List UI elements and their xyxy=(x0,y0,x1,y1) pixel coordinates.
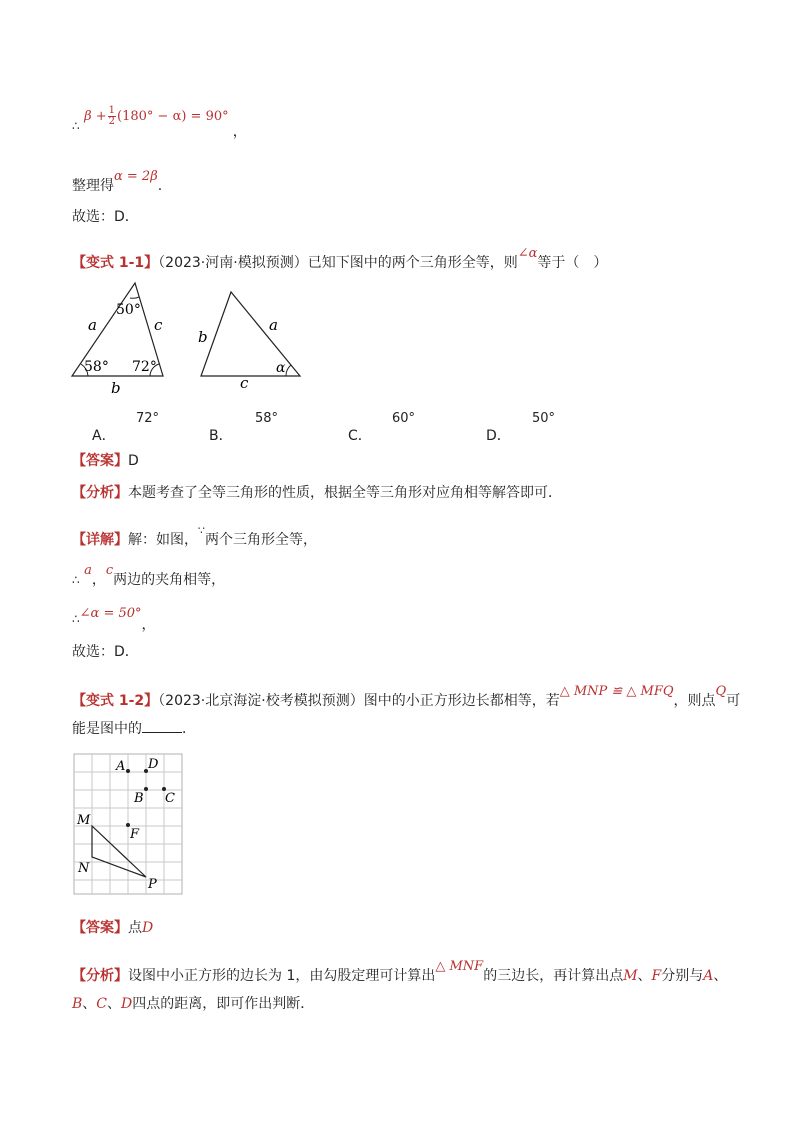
tri1-angle-left: 58° xyxy=(84,359,109,375)
detail-tag: 【详解】 xyxy=(72,532,128,548)
sep-1: 、 xyxy=(637,968,652,984)
symbol-separator: ， xyxy=(91,572,106,588)
label-p: P xyxy=(148,877,157,892)
analysis-2-text-c: 分别与 xyxy=(661,968,704,984)
option-b-value: 58° xyxy=(255,411,279,426)
point-b-dot xyxy=(144,787,148,791)
tri1-angle-top: 50° xyxy=(116,302,141,318)
answer-blank xyxy=(142,718,182,733)
analysis-tag: 【分析】 xyxy=(72,485,128,501)
sep-2: 、 xyxy=(713,968,728,984)
tri2-angle-alpha: α xyxy=(276,360,286,376)
symbol-c: c xyxy=(105,563,114,578)
fraction-numerator: 1 xyxy=(108,105,116,116)
point-q: Q xyxy=(715,684,727,699)
analysis-2-tag: 【分析】 xyxy=(72,968,128,984)
congruence-expression: △ MNP ≌ △ MFQ xyxy=(559,684,674,699)
option-d-value: 50° xyxy=(532,411,556,426)
fraction-denominator: 2 xyxy=(108,116,116,127)
question-2-line2: 能是图中的 xyxy=(72,721,142,737)
label-d: D xyxy=(148,757,159,772)
option-a[interactable] xyxy=(92,411,160,445)
analysis-2-text-a: 设图中小正方形的边长为 1，由勾股定理可计算出 xyxy=(128,968,436,984)
question-2-line2-end: ． xyxy=(182,721,196,737)
sep-4: 、 xyxy=(107,996,122,1012)
tri1-side-c: c xyxy=(154,316,163,334)
option-c-letter: C． xyxy=(348,428,372,444)
tri2-side-c: c xyxy=(240,374,249,392)
pt-a: A xyxy=(703,968,714,984)
option-a-letter: A． xyxy=(92,428,116,444)
pt-f: F xyxy=(651,968,662,984)
tri2-side-a: a xyxy=(269,316,278,334)
tri2-side-b: b xyxy=(198,328,208,346)
trailing-comma: ， xyxy=(232,124,247,140)
question-text: （2023·河南·模拟预测）已知下图中的两个三角形全等，则 xyxy=(158,255,518,271)
question-2-tag: 【变式 1-2】 xyxy=(72,693,159,709)
point-a-dot xyxy=(126,769,130,773)
option-a-value: 72° xyxy=(136,411,160,426)
pt-b: B xyxy=(72,996,83,1012)
pt-c: C xyxy=(96,996,108,1012)
analysis-2-text-b: 的三边长，再计算出点 xyxy=(483,968,624,984)
question-1-2-line2 xyxy=(72,718,196,739)
detail-text-1b: 两个三角形全等， xyxy=(205,532,317,548)
choose-answer-2: 故选：D． xyxy=(72,644,139,660)
analysis-2-text-d: 四点的距离，即可作出判断． xyxy=(132,996,315,1012)
alpha-equals-50: ∠α = 50° xyxy=(79,606,142,621)
analysis-2-line1 xyxy=(72,959,728,987)
question-1-1 xyxy=(72,246,608,274)
answer-tag: 【答案】 xyxy=(72,453,128,469)
option-d-letter: D． xyxy=(486,428,511,444)
pt-m: M xyxy=(623,968,638,984)
detail-line-2 xyxy=(72,563,226,591)
tri1-angle-right: 72° xyxy=(132,359,157,375)
question-tag: 【变式 1-1】 xyxy=(72,255,159,271)
sep-3: 、 xyxy=(82,996,97,1012)
therefore-symbol-3: ∴ xyxy=(72,612,80,626)
question-2-tail: 可 xyxy=(726,693,741,709)
answer-1 xyxy=(72,451,139,471)
plus-sign: + xyxy=(95,109,107,124)
analysis-1 xyxy=(72,483,562,503)
label-c: C xyxy=(165,791,175,806)
triangle-figures xyxy=(68,280,308,400)
tri1-side-a: a xyxy=(88,316,97,334)
symbol-a: a xyxy=(84,563,92,578)
therefore-symbol-2: ∴ xyxy=(72,573,80,587)
label-n: N xyxy=(78,861,90,876)
detail-3-comma: ， xyxy=(141,617,156,633)
question-tail: 等于（ ） xyxy=(537,255,608,271)
options-row xyxy=(0,411,794,445)
option-c[interactable] xyxy=(348,411,416,445)
grid-figure xyxy=(70,750,190,900)
option-c-value: 60° xyxy=(392,411,416,426)
answer-2-prefix: 点 xyxy=(128,920,142,936)
label-b: B xyxy=(134,791,144,806)
therefore-symbol: ∴ xyxy=(72,119,80,133)
detail-line-3 xyxy=(72,606,156,633)
step-equation-1 xyxy=(72,105,247,140)
rearrange-label: 整理得 xyxy=(72,178,114,194)
beta-symbol: β xyxy=(84,109,92,124)
option-b[interactable] xyxy=(209,411,279,445)
question-2-text: （2023·北京海淀·校考模拟预测）图中的小正方形边长都相等，若 xyxy=(158,693,560,709)
tri1-side-b: b xyxy=(111,379,121,397)
question-1-2 xyxy=(72,684,741,712)
option-d[interactable] xyxy=(486,411,556,445)
detail-text-2: 两边的夹角相等， xyxy=(113,572,226,588)
triangle-1 xyxy=(72,283,163,397)
analysis-text: 本题考查了全等三角形的性质，根据全等三角形对应角相等解答即可． xyxy=(128,485,562,501)
equation-body: (180° − α) = 90° xyxy=(117,109,229,124)
choose-answer-1: 故选：D． xyxy=(72,209,139,225)
label-f: F xyxy=(130,827,140,842)
triangle-2 xyxy=(198,292,300,392)
pt-d: D xyxy=(121,996,133,1012)
because-symbol: ∵ xyxy=(198,524,205,537)
fraction-half xyxy=(108,106,116,127)
detail-text-1a: 解：如图， xyxy=(128,532,198,548)
analysis-2-line2 xyxy=(72,994,314,1014)
step-equation-2 xyxy=(72,169,163,197)
label-m: M xyxy=(77,813,91,828)
triangle-mnf: △ MNF xyxy=(435,959,484,974)
period: . xyxy=(157,178,163,194)
label-a: A xyxy=(116,759,126,774)
alpha-equals-2beta: α = 2β xyxy=(114,169,158,184)
angle-alpha: ∠α xyxy=(517,246,538,261)
detail-line-1 xyxy=(72,524,317,551)
option-b-letter: B． xyxy=(209,428,233,444)
question-2-mid: ，则点 xyxy=(673,693,716,709)
answer-2 xyxy=(72,918,153,938)
answer-2-point: D xyxy=(142,920,154,936)
answer-value: D xyxy=(128,453,139,469)
answer-2-tag: 【答案】 xyxy=(72,920,128,936)
